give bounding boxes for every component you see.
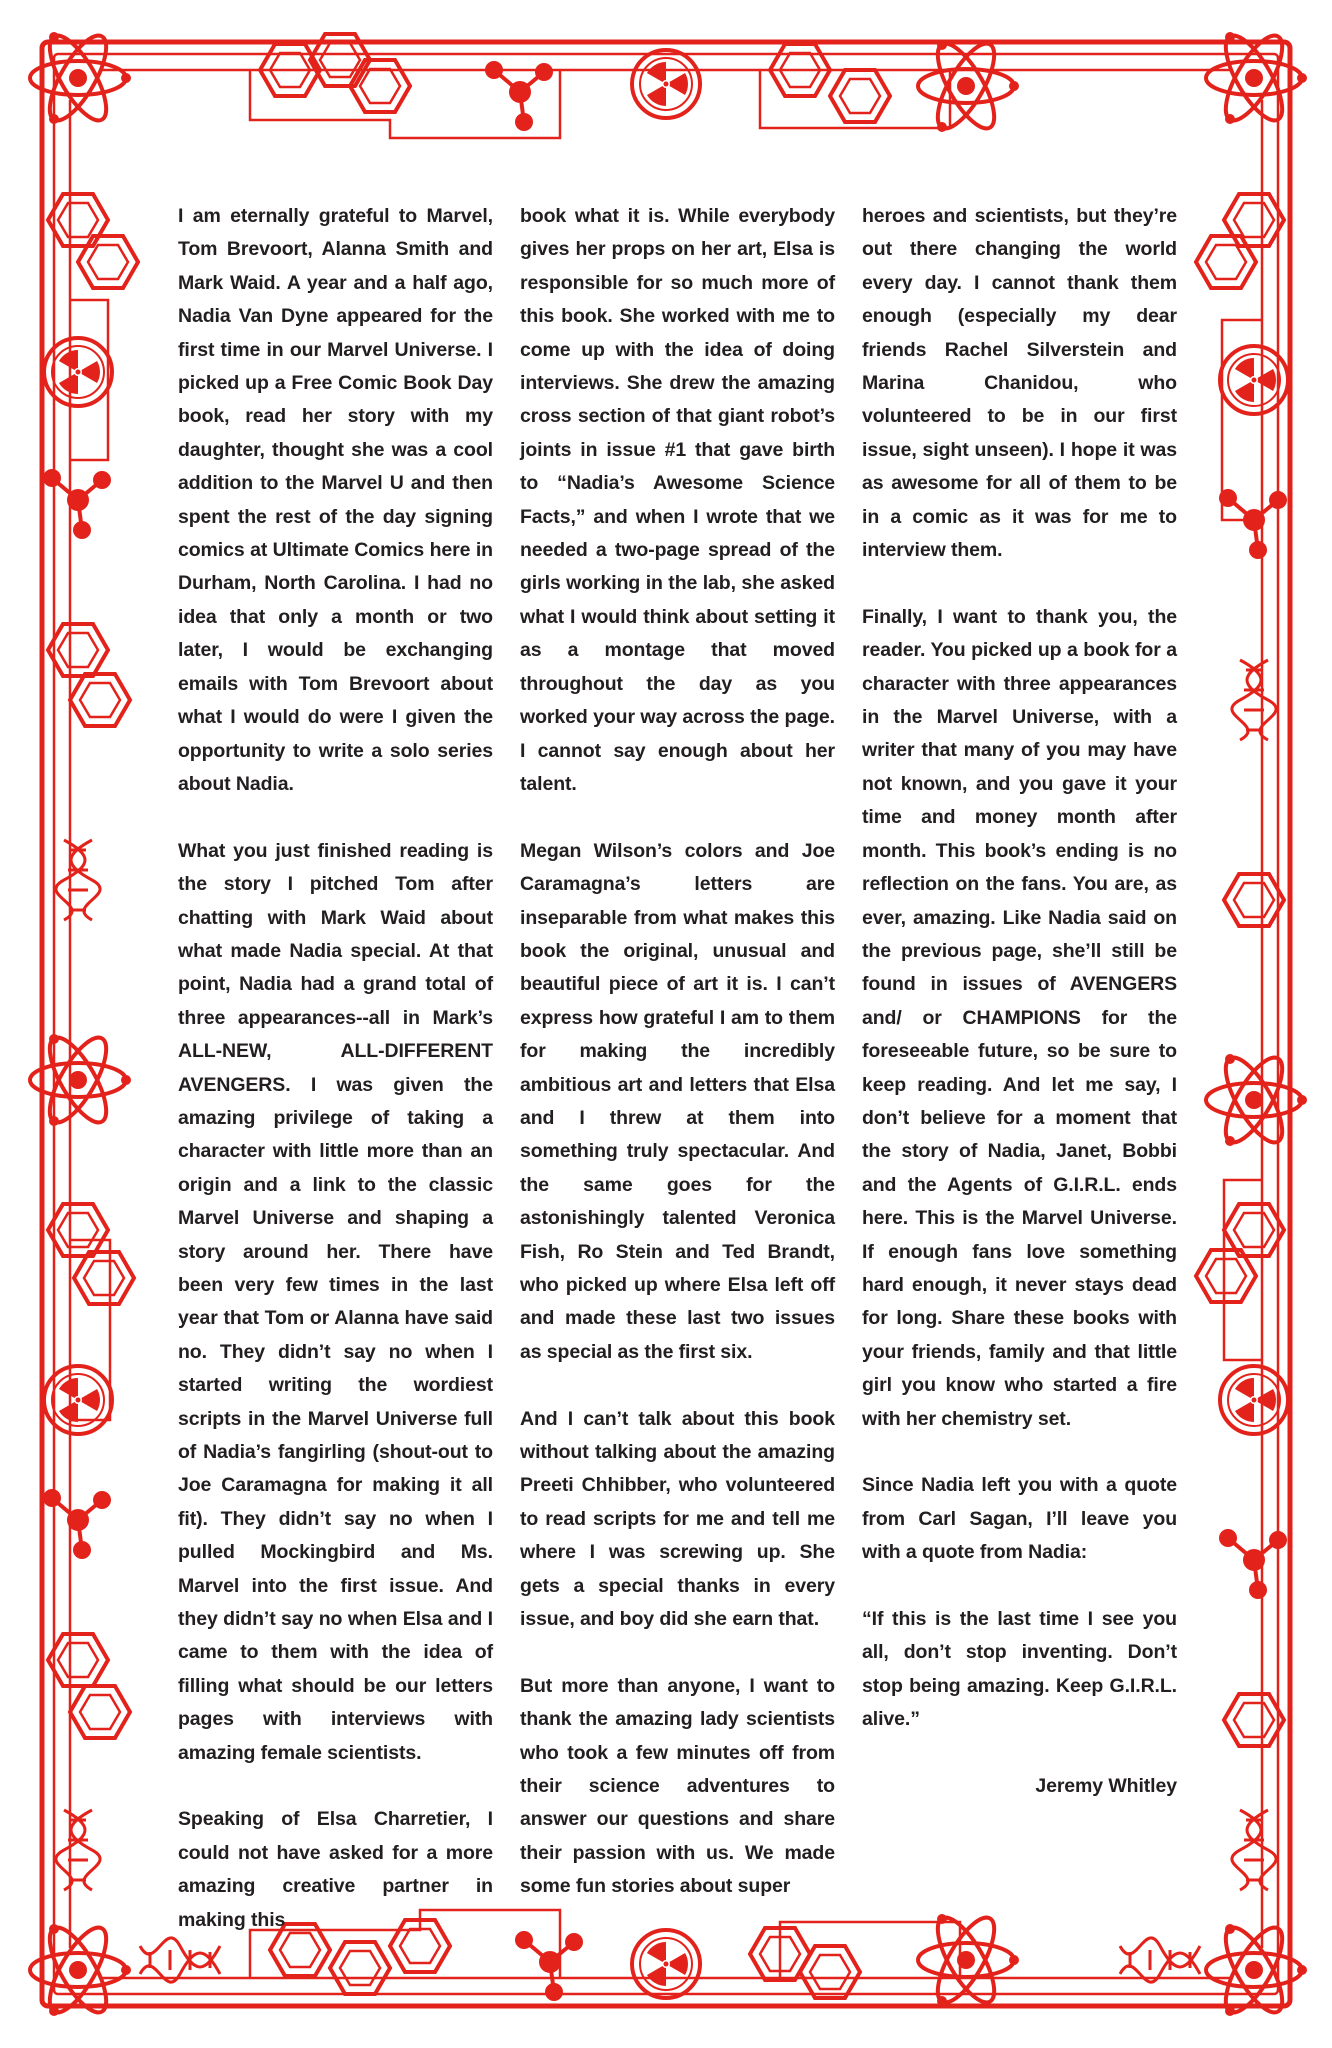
letter-column-1 [178,200,493,1931]
quote: “If this is the last time I see you all, don’t stop inventing. Don’t stop being amazing. Keep G.I.R.L. alive.” [862,1608,1177,1731]
paragraph: heroes and scientists, but they’re out there changing the world every day. I cannot thank them enough (especially my dear friends Rachel Silverstein and Marina Chanidou, who volunteered to be in our first issue, sight unseen). I hope it was as awesome for all of them to be in a comic as it was for me to interview them. [862,205,1177,562]
letter-column-2 [520,200,835,1898]
paragraph: And I can’t talk about this book without talking about the amazing Preeti Chhibber, who volunteered to read scripts for me and tell me where I was screwing up. She gets a special thanks in every issue, and boy did she earn that. [520,1407,835,1631]
paragraph: Finally, I want to thank you, the reader. You picked up a book for a character with three appearances in the Marvel Universe, with a writer that many of you may have not known, and you gave it your time and money month after month. This book’s ending is no reflection on the fans. You are, as ever, amazing. Like Nadia said on the previous page, she’ll still be found in issues of AVENGERS and/ or CHAMPIONS for the foreseeable future, so be sure to keep reading. And let me say, I don’t believe for a moment that the story of Nadia, Janet, Bobbi and the Agents of G.I.R.L. ends here. This is the Marvel Universe. If enough fans love something hard enough, it never stays dead for long. Share these books with your friends, family and that little girl you know who started a fire with her chemistry set. [862,605,1177,1430]
letter-columns [178,200,1178,1931]
paragraph: But more than anyone, I want to thank the amazing lady scientists who took a few minutes off from their science adventures to answer our questions and share their passion with us. We made some fun stories about super [520,1674,835,1898]
paragraph: What you just finished reading is the story I pitched Tom after chatting with Mark Waid about what made Nadia special. At that point, Nadia had a grand total of three appearances--all in Mark’s ALL-NEW, ALL-DIFFERENT AVENGERS. I was given the amazing privilege of taking a character with little more than an origin and a link to the classic Marvel Universe and shaping a story around her. There have been very few times in the last year that Tom or Alanna have said no. They didn’t say no when I started writing the wordiest scripts in the Marvel Universe full of Nadia’s fangirling (shout-out to Joe Caramagna for making it all fit). They didn’t say no when I pulled Mockingbird and Ms. Marvel into the first issue. And they didn’t say no when Elsa and I came to them with the idea of filling what should be our letters pages with interviews with amazing female scientists. [178,839,493,1764]
paragraph: Since Nadia left you with a quote from Carl Sagan, I’ll leave you with a quote from Nadia: [862,1474,1177,1564]
paragraph: Speaking of Elsa Charretier, I could not have asked for a more amazing creative partner in making this [178,1808,493,1931]
paragraph: I am eternally grateful to Marvel, Tom Brevoort, Alanna Smith and Mark Waid. A year and a half ago, Nadia Van Dyne appeared for the first time in our Marvel Universe. I picked up a Free Comic Book Day book, read her story with my daughter, thought she was a cool addition to the Marvel U and then spent the rest of the day signing comics at Ultimate Comics here in Durham, North Carolina. I had no idea that only a month or two later, I would be exchanging emails with Tom Brevoort about what I would do were I given the opportunity to write a solo series about Nadia. [178,205,493,795]
author-signature: Jeremy Whitley [1035,1775,1177,1798]
paragraph: Megan Wilson’s colors and Joe Caramagna’s letters are inseparable from what makes this book the original, unusual and beautiful piece of art it is. I can’t express how grateful I am to them for making the incredibly ambitious art and letters that Elsa and I threw at them into something truly spectacular. And the same goes for the astonishingly talented Veronica Fish, Ro Stein and Ted Brandt, who picked up where Elsa left off and made these last two issues as special as the first six. [520,839,835,1363]
letter-column-3 [862,200,1177,1880]
paragraph: book what it is. While everybody gives her props on her art, Elsa is responsible for so much more of this book. She worked with me to come up with the idea of doing interviews. She drew the amazing cross section of that giant robot’s joints in issue #1 that gave birth to “Nadia’s Awesome Science Facts,” and when I wrote that we needed a two-page spread of the girls working in the lab, she asked what I would think about setting it as a montage that moved throughout the day as you worked your way across the page. I cannot say enough about her talent. [520,205,835,795]
